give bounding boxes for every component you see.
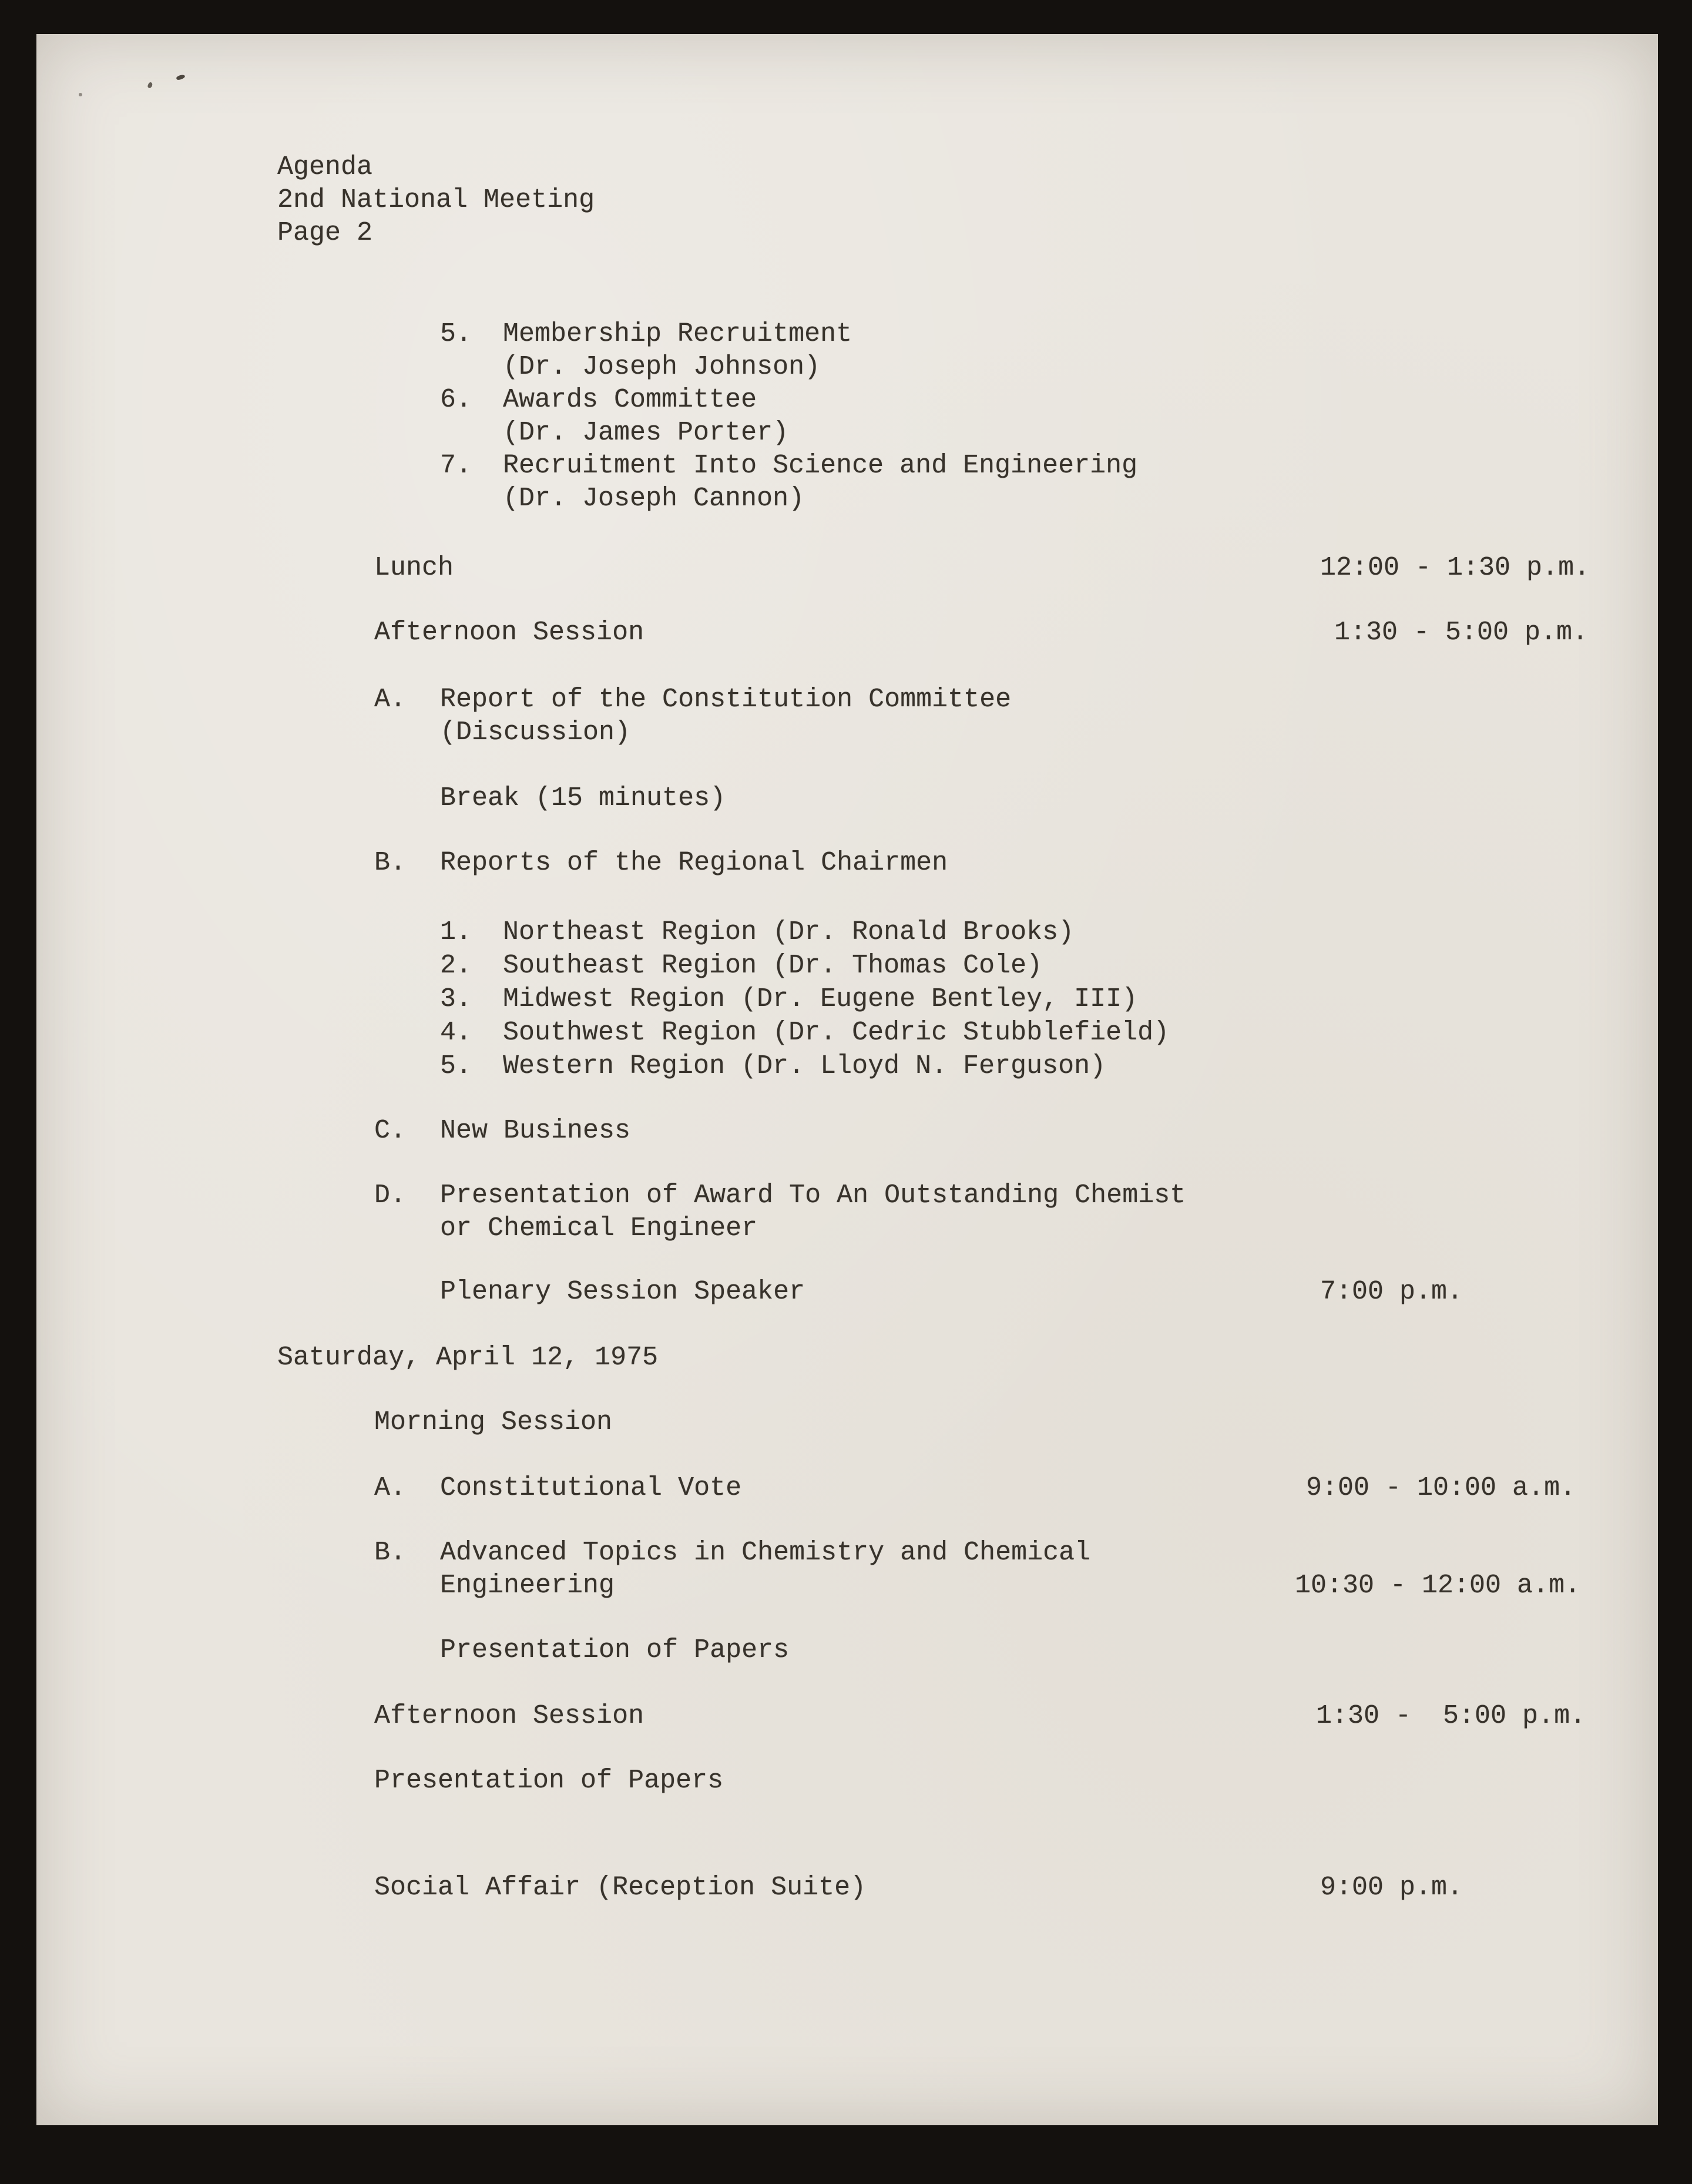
document-header: [0, 183, 1692, 217]
header-subtitle: 2nd National Meeting: [277, 185, 595, 215]
region-number: 5.: [440, 1051, 472, 1081]
agenda-item: [0, 317, 1692, 351]
header-page-number: Page 2: [277, 218, 373, 248]
date-heading: [0, 1341, 1692, 1374]
item-text: Engineering: [440, 1571, 615, 1601]
agenda-line-lunch: [0, 551, 1692, 585]
agenda-line-plenary: [0, 1275, 1692, 1309]
session-label: Plenary Session Speaker: [440, 1277, 805, 1307]
agenda-item-title: Awards Committee: [503, 385, 757, 415]
ink-speck: [79, 93, 82, 96]
session-time: 9:00 - 10:00 a.m.: [1306, 1473, 1576, 1503]
region-list-item: [0, 915, 1692, 949]
session-time: 1:30 - 5:00 p.m.: [1334, 618, 1589, 648]
item-text: Constitutional Vote: [440, 1473, 742, 1503]
region-number: 1.: [440, 917, 472, 947]
agenda-line-afternoon-session: [0, 1699, 1692, 1733]
agenda-line-social: [0, 1871, 1692, 1904]
agenda-item-speaker: [0, 416, 1692, 449]
agenda-item: [0, 383, 1692, 417]
agenda-item-sat-b: [0, 1536, 1692, 1569]
session-label: Lunch: [374, 553, 454, 583]
item-letter: B.: [374, 1538, 407, 1568]
item-letter: C.: [374, 1116, 407, 1146]
agenda-item-speaker: [0, 482, 1692, 515]
region-text: Northeast Region (Dr. Ronald Brooks): [503, 917, 1075, 947]
agenda-item-b: [0, 846, 1692, 880]
item-letter: D.: [374, 1180, 407, 1210]
region-list-item: [0, 1049, 1692, 1083]
region-number: 2.: [440, 951, 472, 981]
item-text: Advanced Topics in Chemistry and Chemical: [440, 1538, 1091, 1568]
speaker-name: (Dr. James Porter): [503, 418, 789, 448]
item-text: Presentation of Award To An Outstanding Chemist: [440, 1180, 1186, 1210]
item-text: (Discussion): [440, 717, 631, 747]
agenda-item-number: 7.: [440, 451, 472, 481]
item-text: Report of the Constitution Committee: [440, 685, 1012, 714]
item-text: Presentation of Papers: [374, 1766, 724, 1796]
agenda-line-papers: [0, 1633, 1692, 1667]
region-text: Midwest Region (Dr. Eugene Bentley, III): [503, 984, 1138, 1014]
speaker-name: (Dr. Joseph Cannon): [503, 484, 805, 514]
agenda-line-morning-session: [0, 1405, 1692, 1439]
agenda-line-papers: [0, 1764, 1692, 1797]
item-letter: A.: [374, 1473, 407, 1503]
region-text: Southeast Region (Dr. Thomas Cole): [503, 951, 1043, 981]
region-list-item: [0, 1016, 1692, 1049]
item-letter: B.: [374, 848, 407, 878]
item-text: Reports of the Regional Chairmen: [440, 848, 948, 878]
session-time: 12:00 - 1:30 p.m.: [1320, 553, 1590, 583]
session-time: 1:30 - 5:00 p.m.: [1316, 1701, 1586, 1731]
item-text: or Chemical Engineer: [440, 1213, 758, 1243]
session-time: 10:30 - 12:00 a.m.: [1295, 1571, 1581, 1601]
region-text: Western Region (Dr. Lloyd N. Ferguson): [503, 1051, 1106, 1081]
document-header: [0, 150, 1692, 184]
agenda-item-sat-a: [0, 1471, 1692, 1505]
agenda-item-number: 5.: [440, 319, 472, 349]
session-label: Afternoon Session: [374, 618, 644, 648]
agenda-item-sat-b-continued: [0, 1569, 1692, 1602]
item-text: Break (15 minutes): [440, 783, 726, 813]
session-label: Morning Session: [374, 1407, 613, 1437]
agenda-line-break: [0, 781, 1692, 815]
agenda-item-a-continued: [0, 716, 1692, 749]
agenda-item-a: [0, 683, 1692, 716]
region-number: 4.: [440, 1018, 472, 1048]
item-text: Presentation of Papers: [440, 1635, 790, 1665]
agenda-line-afternoon-session: [0, 616, 1692, 649]
session-label: Afternoon Session: [374, 1701, 644, 1731]
document-header: [0, 216, 1692, 250]
item-letter: A.: [374, 685, 407, 714]
agenda-item-title: Recruitment Into Science and Engineering: [503, 451, 1138, 481]
agenda-item-speaker: [0, 350, 1692, 384]
region-list-item: [0, 982, 1692, 1016]
agenda-item-c: [0, 1114, 1692, 1148]
agenda-item-d: [0, 1179, 1692, 1212]
agenda-item: [0, 449, 1692, 482]
speaker-name: (Dr. Joseph Johnson): [503, 352, 821, 382]
region-list-item: [0, 949, 1692, 982]
agenda-item-d-continued: [0, 1212, 1692, 1245]
item-text: New Business: [440, 1116, 631, 1146]
agenda-item-title: Membership Recruitment: [503, 319, 852, 349]
session-time: 7:00 p.m.: [1320, 1277, 1463, 1307]
region-number: 3.: [440, 984, 472, 1014]
date-text: Saturday, April 12, 1975: [277, 1343, 659, 1373]
agenda-item-number: 6.: [440, 385, 472, 415]
region-text: Southwest Region (Dr. Cedric Stubblefield): [503, 1018, 1170, 1048]
header-title: Agenda: [277, 152, 373, 182]
session-label: Social Affair (Reception Suite): [374, 1873, 867, 1903]
session-time: 9:00 p.m.: [1320, 1873, 1463, 1903]
